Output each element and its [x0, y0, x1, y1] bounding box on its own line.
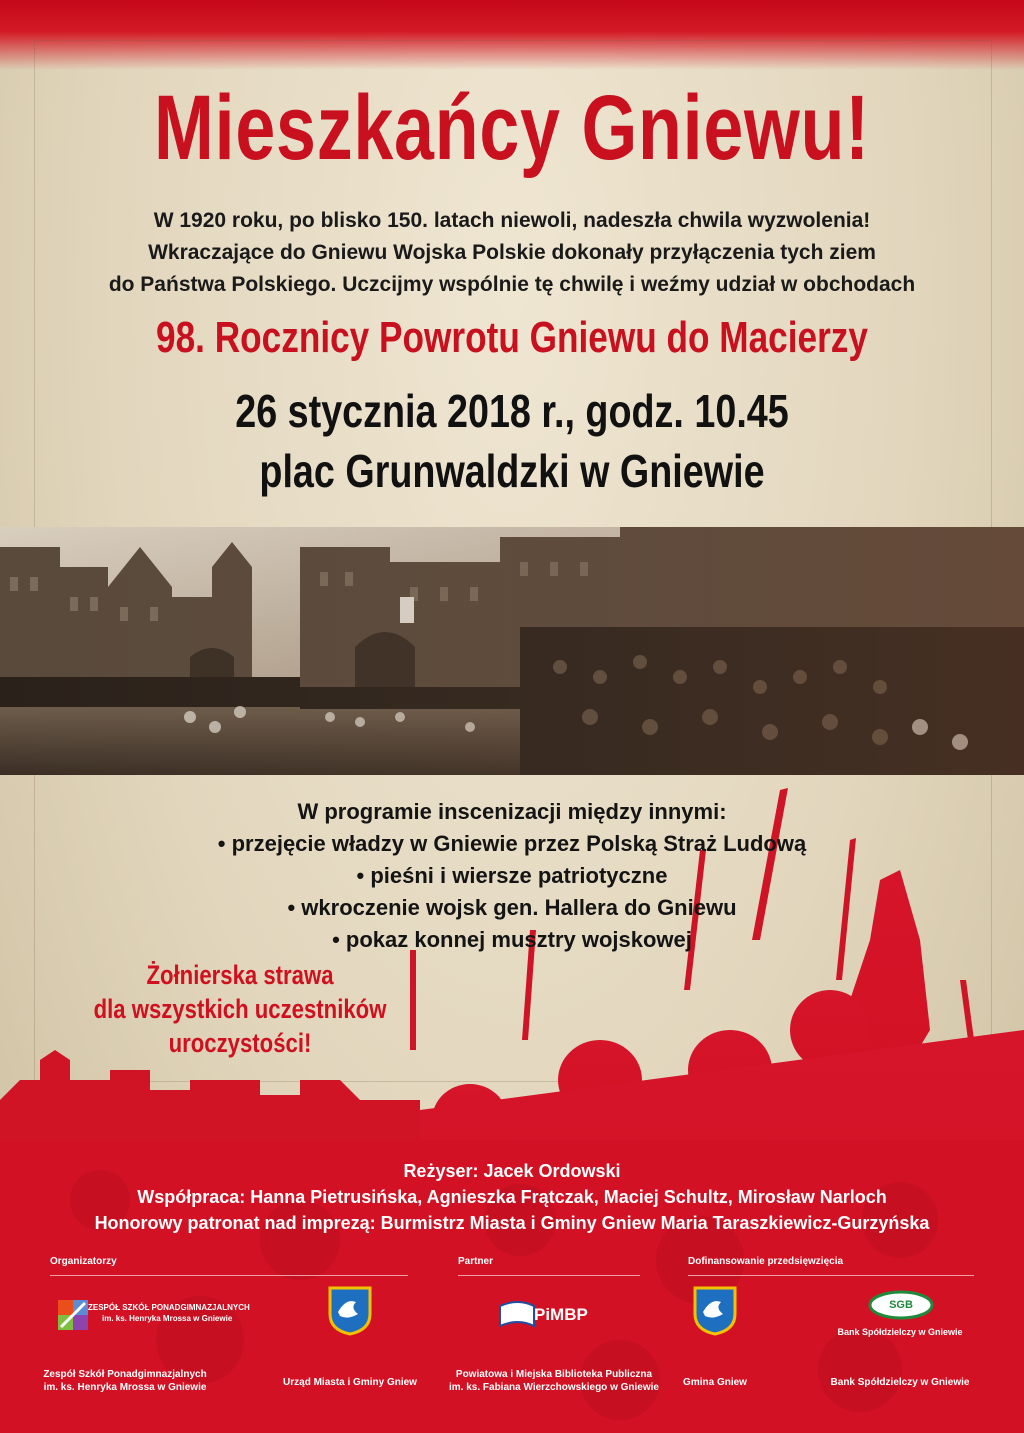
- ration-line: Żołnierska strawa: [146, 960, 334, 990]
- organizers-label: Organizatorzy: [50, 1256, 117, 1267]
- partner-divider: [458, 1275, 640, 1276]
- funding-label: Dofinansowanie przedsięwzięcia: [688, 1256, 844, 1267]
- event-place: plac Grunwaldzki w Gniewie: [259, 445, 765, 497]
- credit-cooperation: Współpraca: Hanna Pietrusińska, Agnieszka Frątczak, Maciej Schultz, Mirosław Narloch: [137, 1187, 887, 1207]
- main-title: Mieszkańcy Gniewu!: [154, 77, 870, 179]
- historic-photo: [0, 527, 1024, 775]
- sgb-logo-label: SGB: [889, 1299, 913, 1311]
- program-heading: W programie inscenizacji między innymi:: [297, 799, 727, 824]
- ration-line: dla wszystkich uczestników: [93, 994, 387, 1024]
- intro-line: do Państwa Polskiego. Uczcijmy wspólnie tę chwilę i weźmy udział w obchodach: [108, 273, 916, 296]
- sgb-caption: Bank Spółdzielczy w Gniewie: [830, 1377, 970, 1388]
- historic-photo-illustration: [0, 527, 1024, 775]
- intro-line: Wkraczające do Gniewu Wojska Polskie dokonały przyłączenia tych ziem: [148, 241, 876, 264]
- intro-line: W 1920 roku, po blisko 150. latach niewoli, nadeszła chwila wyzwolenia!: [153, 209, 871, 232]
- library-logo-text: PiMBP: [534, 1305, 588, 1324]
- program-item: • przejęcie władzy w Gniewie przez Polską Straż Ludową: [217, 831, 807, 856]
- gmina-caption: Gmina Gniew: [683, 1377, 747, 1388]
- funding-divider: [688, 1275, 974, 1276]
- credit-patronage: Honorowy patronat nad imprezą: Burmistrz Miasta i Gminy Gniew Maria Taraszkiewicz-Gurzyńska: [94, 1213, 930, 1233]
- intro-text: [0, 205, 1024, 301]
- ration-line: uroczystości!: [168, 1028, 312, 1058]
- urzad-caption: Urząd Miasta i Gminy Gniew: [283, 1377, 417, 1388]
- zsp-caption: Zespół Szkół Ponadgimnazjalnych im. ks. Henryka Mrossa w Gniewie: [43, 1369, 207, 1393]
- gmina-coat-of-arms-icon: [693, 1286, 737, 1341]
- zsp-logo-icon: [58, 1300, 88, 1330]
- gniew-coat-of-arms-icon: [328, 1286, 372, 1341]
- program-list: [0, 796, 1024, 956]
- anniversary-subtitle: 98. Rocznicy Powrotu Gniewu do Macierzy: [156, 313, 868, 362]
- zsp-logo-text: ZESPÓŁ SZKÓŁ PONADGIMNAZJALNYCH im. ks. Henryka Mrossa w Gniewie: [88, 1303, 250, 1323]
- organizers-divider: [50, 1275, 408, 1276]
- program-item: • pokaz konnej musztry wojskowej: [332, 927, 692, 952]
- sgb-logo-text: Bank Spółdzielczy w Gniewie: [837, 1327, 963, 1337]
- event-date: 26 stycznia 2018 r., godz. 10.45: [235, 385, 789, 437]
- soldier-ration-note: [92, 958, 387, 1060]
- sponsors-bar: [0, 1250, 1024, 1433]
- partner-label: Partner: [458, 1256, 494, 1267]
- library-caption: Powiatowa i Miejska Biblioteka Publiczna im. ks. Fabiana Wierzchowskiego w Gniewie: [449, 1369, 659, 1393]
- credits: [0, 1158, 1024, 1236]
- program-item: • pieśni i wiersze patriotyczne: [356, 863, 668, 888]
- credit-director: Reżyser: Jacek Ordowski: [403, 1161, 621, 1181]
- program-item: • wkroczenie wojsk gen. Hallera do Gniewu: [287, 895, 737, 920]
